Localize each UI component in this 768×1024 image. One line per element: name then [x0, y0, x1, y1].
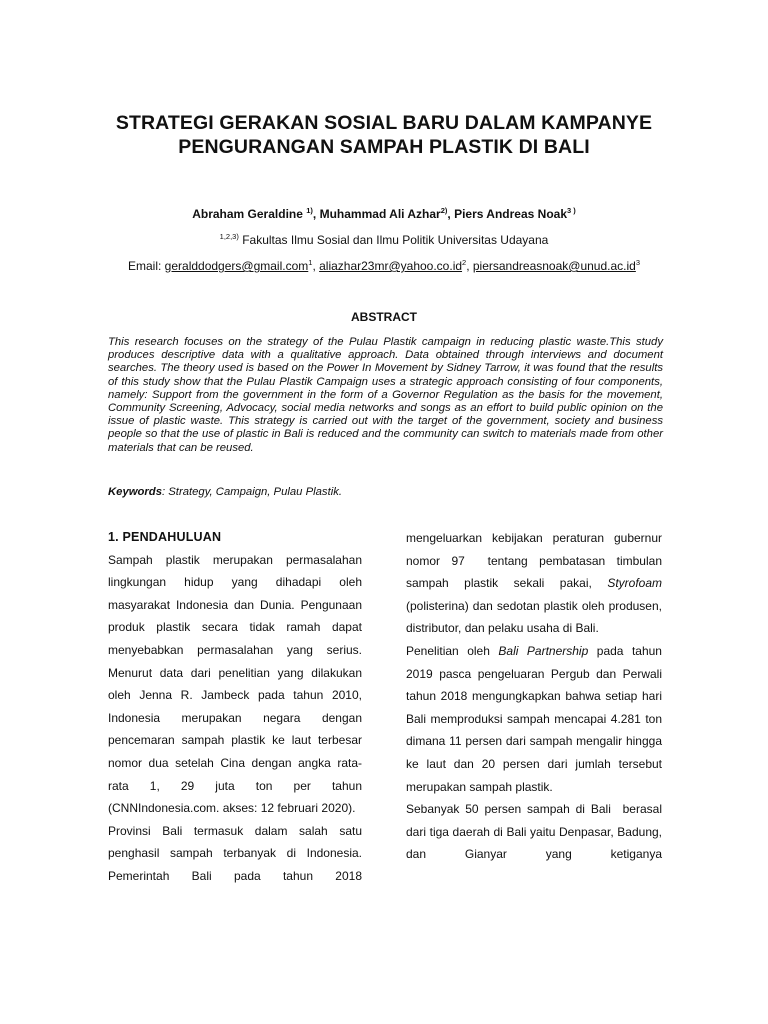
paragraph-3-part-a: mengeluarkan kebijakan peraturan gubernur nomor 97 tentang pembatasan timbulan sampah plastik sekali pakai,	[406, 531, 662, 591]
email-1-sup: 1	[308, 258, 313, 267]
author-1: Abraham Geraldine	[192, 207, 303, 221]
keywords-label: Keywords	[108, 486, 162, 498]
title-line-2: PENGURANGAN SAMPAH PLASTIK DI BALI	[178, 136, 590, 158]
abstract-heading: ABSTRACT	[351, 310, 417, 324]
bali-partnership-term: Bali Partnership	[498, 643, 589, 658]
paper-title	[60, 111, 708, 159]
right-column	[406, 527, 662, 866]
email-2-sup: 2	[462, 258, 467, 267]
left-column	[108, 526, 362, 888]
author-2: Muhammad Ali Azhar	[319, 207, 441, 221]
email-label: Email:	[127, 259, 162, 273]
keywords-line	[108, 486, 663, 498]
email-link-2[interactable]: aliazhar23mr@yahoo.co.id	[319, 259, 463, 273]
keywords-text: : Strategy, Campaign, Pulau Plastik.	[162, 486, 342, 498]
abstract-text: This research focuses on the strategy of the Pulau Plastik campaign in reducing plastic waste.This study produces descriptive data with a qualitative approach. Data obtained through interviews and document searches. The theory used is based on the Power In Movement by Sidney Tarrow, it was found that the results of this study show that the Pulau Plastik Campaign uses a strategic approach consisting of four components, namely: Support from the government in the form of a Governor Regulation as the basis for the movement, Community Screening, Advocacy, social media networks and songs as an effort to build public opinion on the issue of plastic waste. This strategy is carried out with the target of the government, society and business people so that the use of plastic in Bali is reduced and the community can switch to materials made from other materials that can be reused.	[108, 336, 663, 454]
author-list: Abraham Geraldine $^{1)}$, Muhammad Ali Azhar$^{2)}$, Piers Andreas Noak$^{3 )}$	[192, 206, 576, 221]
affiliation-sup: 1,2,3)	[219, 232, 239, 241]
author-1-sup: 1)	[306, 206, 313, 215]
paragraph-3-part-b: (polisterina) dan sedotan plastik oleh produsen, distributor, dan pelaku usaha di Bali.	[406, 598, 662, 636]
intro-paragraph-4	[406, 640, 662, 798]
author-2-sup: 2)	[440, 206, 448, 215]
intro-paragraph-5: Sebanyak 50 persen sampah di Bali berasal dari tiga daerah di Bali yaitu Denpasar, Badung, dan Gianyar yang ketiganya	[406, 802, 662, 862]
intro-paragraph-2: Provinsi Bali termasuk dalam salah satu penghasil sampah terbanyak di Indonesia. Pemerintah Bali pada tahun 2018	[108, 823, 362, 883]
author-3: Piers Andreas Noak	[454, 207, 568, 221]
intro-paragraph-1: Sampah plastik merupakan permasalahan lingkungan hidup yang dihadapi oleh masyarakat Indonesia dan Dunia. Pengunaan produk plastik secara tidak ramah dapat menyebabkan permasalahan yang serius. Menurut data dari penelitian yang dilakukan oleh Jenna R. Jambeck pada tahun 2010, Indonesia merupakan negara dengan pencemaran sampah plastik ke laut terbesar nomor dua setelah Cina dengan angka rata-rata 1, 29 juta ton per tahun (CNNIndonesia.com. akses: 12 februari 2020).	[108, 552, 362, 816]
styrofoam-term: Styrofoam	[607, 576, 662, 591]
email-link-1[interactable]: geralddodgers@gmail.com	[164, 259, 309, 273]
affiliation	[60, 232, 708, 248]
title-line-1: STRATEGI GERAKAN SOSIAL BARU DALAM KAMPANYE	[115, 112, 653, 134]
email-link-3[interactable]: piersandreasnoak@unud.ac.id	[472, 259, 636, 273]
email-line: Email: geralddodgers@gmail.com$^1$, $aliazhar23mr@yahoo.co.id^2$, $piersandreasnoak@unud.ac.id^3$	[127, 258, 641, 273]
intro-paragraph-3	[406, 527, 662, 640]
paragraph-4-part-a: Penelitian oleh	[406, 643, 490, 658]
paragraph-4-part-b: pada tahun 2019 pasca pengeluaran Pergub dan Perwali tahun 2018 mengungkapkan bahwa setiap hari Bali memproduksi sampah mencapai 4.281 ton dimana 11 persen dari sampah mengalir hingga ke laut dan 20 persen dari jumlah tersebut merupakan sampah plastik.	[406, 643, 662, 794]
author-3-sup: 3 )	[567, 206, 576, 215]
section-heading: 1. PENDAHULUAN	[108, 530, 222, 544]
affiliation-text: Fakultas Ilmu Sosial dan Ilmu Politik Universitas Udayana	[242, 233, 549, 247]
email-3-sup: 3	[635, 258, 641, 267]
